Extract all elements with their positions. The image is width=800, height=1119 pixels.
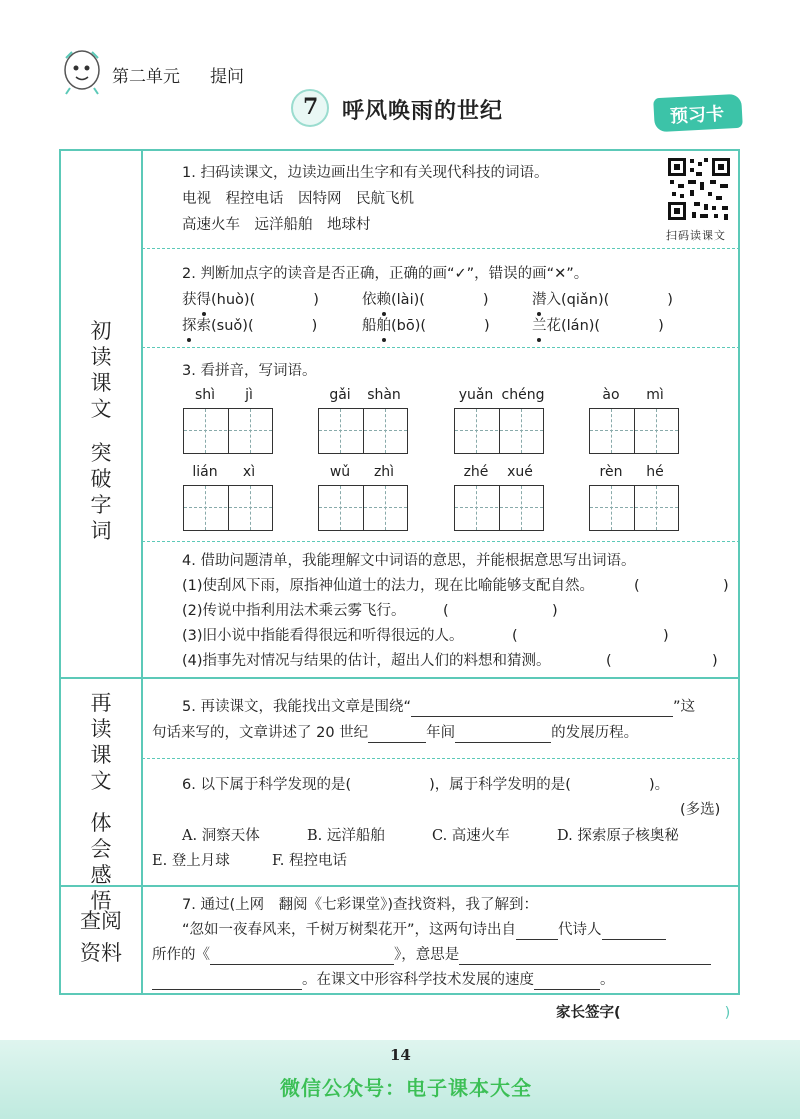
q7-line3: 所作的《 》，意思是 (152, 945, 711, 965)
pinyin: hé (646, 464, 664, 480)
q2-item: 船舶(bō)( ) (362, 318, 490, 334)
pinyin: yuǎn (458, 387, 494, 403)
answer-line[interactable] (602, 923, 666, 940)
answer-line[interactable] (210, 948, 394, 965)
writing-grid[interactable] (589, 485, 679, 531)
q4-prompt: 4. 借助问题清单，我能理解文中词语的意思，并能根据意思写出词语。 (182, 553, 636, 569)
answer-paren-open[interactable]: ( (512, 628, 518, 644)
writing-grid[interactable] (589, 408, 679, 454)
pinyin: zhì (373, 464, 395, 480)
question-separator (142, 758, 740, 759)
q1-prompt: 1. 扫码读课文，边读边画出生字和有关现代科技的词语。 (182, 165, 549, 181)
pinyin: mì (646, 387, 664, 403)
pinyin: chéng (501, 387, 545, 403)
q5-line1: 5. 再读课文，我能找出文章是围绕“ ”这 (182, 699, 695, 715)
pinyin: jì (245, 387, 253, 403)
pinyin: xì (242, 464, 256, 480)
page-number: 14 (390, 1046, 411, 1064)
answer-paren-open[interactable]: ( (634, 578, 640, 594)
lesson-number: 7 (303, 94, 319, 120)
q6-option[interactable]: E. 登上月球 (152, 853, 230, 869)
q7-line2: “忽如一夜春风来，千树万树梨花开”，这两句诗出自 代诗人 (182, 920, 666, 940)
q4-item-1: (1)使刮风下雨，原指神仙道士的法力，现在比喻能够支配自然。 (182, 578, 595, 594)
mascot-icon (58, 44, 104, 96)
q2-item: 兰花(lán)( ) (532, 318, 664, 334)
question-separator (142, 248, 740, 249)
pinyin: shàn (367, 387, 401, 403)
answer-paren-close[interactable]: ) (712, 653, 718, 669)
q1-words-line1: 电视 程控电话 因特网 民航飞机 (182, 191, 414, 207)
answer-line[interactable] (459, 948, 711, 965)
answer-line[interactable] (152, 973, 302, 990)
section-divider (59, 677, 740, 679)
pinyin: wǔ (329, 464, 351, 480)
pinyin: lián (192, 464, 218, 480)
answer-line[interactable] (534, 973, 600, 990)
writing-grid[interactable] (183, 408, 273, 454)
writing-grid[interactable] (454, 408, 544, 454)
q6-option[interactable]: D. 探索原子核奥秘 (557, 828, 679, 844)
q6-option[interactable]: B. 远洋船舶 (307, 828, 385, 844)
section-divider (59, 885, 740, 887)
pinyin: gǎi (329, 387, 351, 403)
answer-line[interactable] (516, 923, 558, 940)
q1-words-line2: 高速火车 远洋船舶 地球村 (182, 217, 371, 233)
q6-option[interactable]: C. 高速火车 (432, 828, 510, 844)
q7-line4: 。在课文中形容科学技术发展的速度 。 (152, 970, 615, 990)
pinyin: shì (194, 387, 216, 403)
q3-prompt: 3. 看拼音，写词语。 (182, 363, 317, 379)
answer-paren-close[interactable]: ) (663, 628, 669, 644)
question-separator (142, 347, 740, 348)
q2-item: 潜入(qiǎn)( ) (532, 292, 673, 308)
watermark-text: 微信公众号：电子课本大全 (280, 1076, 532, 1100)
writing-grid[interactable] (183, 485, 273, 531)
answer-paren-close[interactable]: ) (552, 603, 558, 619)
lesson-title: 呼风唤雨的世纪 (342, 99, 504, 124)
preview-card-tag-text: 预习卡 (669, 103, 725, 128)
parent-signature: 家长签字( ) (556, 1005, 731, 1021)
unit-label: 第二单元 (112, 67, 180, 87)
pinyin: xué (507, 464, 533, 480)
answer-line[interactable] (455, 726, 551, 743)
pinyin: rèn (599, 464, 623, 480)
q2-item: 依赖(lài)( ) (362, 292, 489, 308)
q6-multi-select-note: (多选) (680, 802, 721, 818)
answer-paren-open[interactable]: ( (606, 653, 612, 669)
q6-prompt: 6. 以下属于科学发现的是( )，属于科学发明的是( )。 (182, 777, 670, 793)
topic-label: 提问 (210, 67, 244, 87)
q6-option[interactable]: F. 程控电话 (272, 853, 348, 869)
writing-grid[interactable] (454, 485, 544, 531)
q2-item: 获得(huò)( ) (182, 292, 319, 308)
q4-item-4: (4)指事先对情况与结果的估计，超出人们的料想和猜测。 (182, 653, 551, 669)
writing-grid[interactable] (318, 485, 408, 531)
qr-code[interactable] (666, 156, 732, 222)
q6-option[interactable]: A. 洞察天体 (182, 828, 260, 844)
side-label-read-first: 初 读 课 文 突 破 字 词 (90, 319, 112, 543)
q7-line1: 7. 通过(上网 翻阅《七彩课堂》)查找资料，我了解到： (182, 897, 539, 913)
qr-caption: 扫码读课文 (666, 229, 726, 242)
answer-paren-open[interactable]: ( (443, 603, 449, 619)
q5-line2: 句话来写的，文章讲述了 20 世纪 年间 的发展历程。 (152, 725, 639, 741)
pinyin: ào (602, 387, 620, 403)
side-label-read-again: 再 读 课 文 体 会 感 悟 (90, 691, 112, 913)
side-label-research: 查阅 资料 (80, 909, 122, 965)
question-separator (142, 541, 740, 542)
q4-item-2: (2)传说中指利用法术乘云雾飞行。 (182, 603, 406, 619)
q4-item-3: (3)旧小说中指能看得很远和听得很远的人。 (182, 628, 464, 644)
answer-line[interactable] (411, 700, 673, 717)
answer-paren-close[interactable]: ) (723, 578, 729, 594)
q2-prompt: 2. 判断加点字的读音是否正确，正确的画“✓”，错误的画“✕”。 (182, 266, 589, 282)
answer-line[interactable] (368, 726, 426, 743)
q2-item: 探索(suǒ)( ) (182, 318, 318, 334)
pinyin: zhé (463, 464, 489, 480)
writing-grid[interactable] (318, 408, 408, 454)
